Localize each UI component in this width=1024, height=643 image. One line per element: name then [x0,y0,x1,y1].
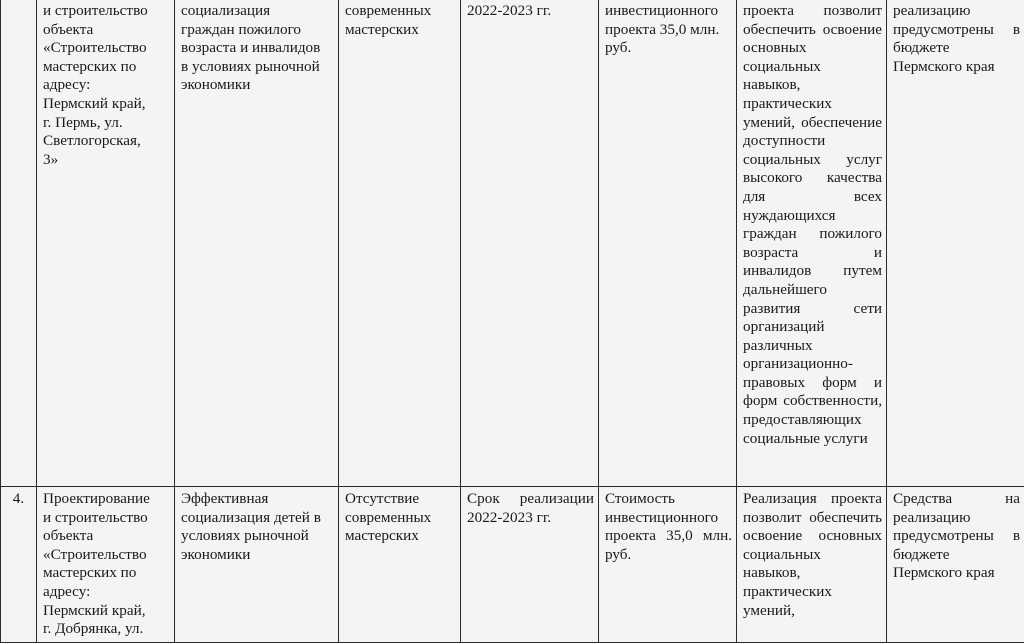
problem-cell: современных мастерских [339,0,461,487]
goal-cell: Эффективная социализация детей в условиях рыночной экономики [175,487,339,643]
cost-cell: Стоимость инвестиционного проекта 35,0 млн. руб. [599,487,737,643]
term-cell: Срок реализации 2022-2023 гг. [461,487,599,643]
table-row [1,0,1024,487]
row-number: 4. [1,487,37,643]
row-number [1,0,37,487]
funding-cell: реализацию предусмотрены в бюджете Пермского края [887,0,1024,487]
cost-cell: инвестиционного проекта 35,0 млн. руб. [599,0,737,487]
table-row [1,487,1024,643]
problem-cell: Отсутствие современных мастерских [339,487,461,643]
object-cell: и строительство объекта «Строительство мастерских по адресу: Пермский край, г. Пермь, ул. Светлогорская, 3» [37,0,175,487]
goal-cell: социализация граждан пожилого возраста и инвалидов в условиях рыночной экономики [175,0,339,487]
funding-cell: Средства на реализацию предусмотрены в бюджете Пермского края [887,487,1024,643]
term-cell: 2022-2023 гг. [461,0,599,487]
object-cell: Проектирование и строительство объекта «Строительство мастерских по адресу: Пермский край, г. Добрянка, ул. [37,487,175,643]
effect-cell: проекта позволит обеспечить освоение основных социальных навыков, практических умений, обеспечение доступности социальных услуг высокого качества для всех нуждающихся граждан пожилого возраста и инвалидов путем дальнейшего развития сети организаций различных организационно-правовых форм и форм собственности, предоставляющих социальные услуги [737,0,887,487]
effect-cell: Реализация проекта позволит обеспечить освоение основных социальных навыков, практических умений, [737,487,887,643]
